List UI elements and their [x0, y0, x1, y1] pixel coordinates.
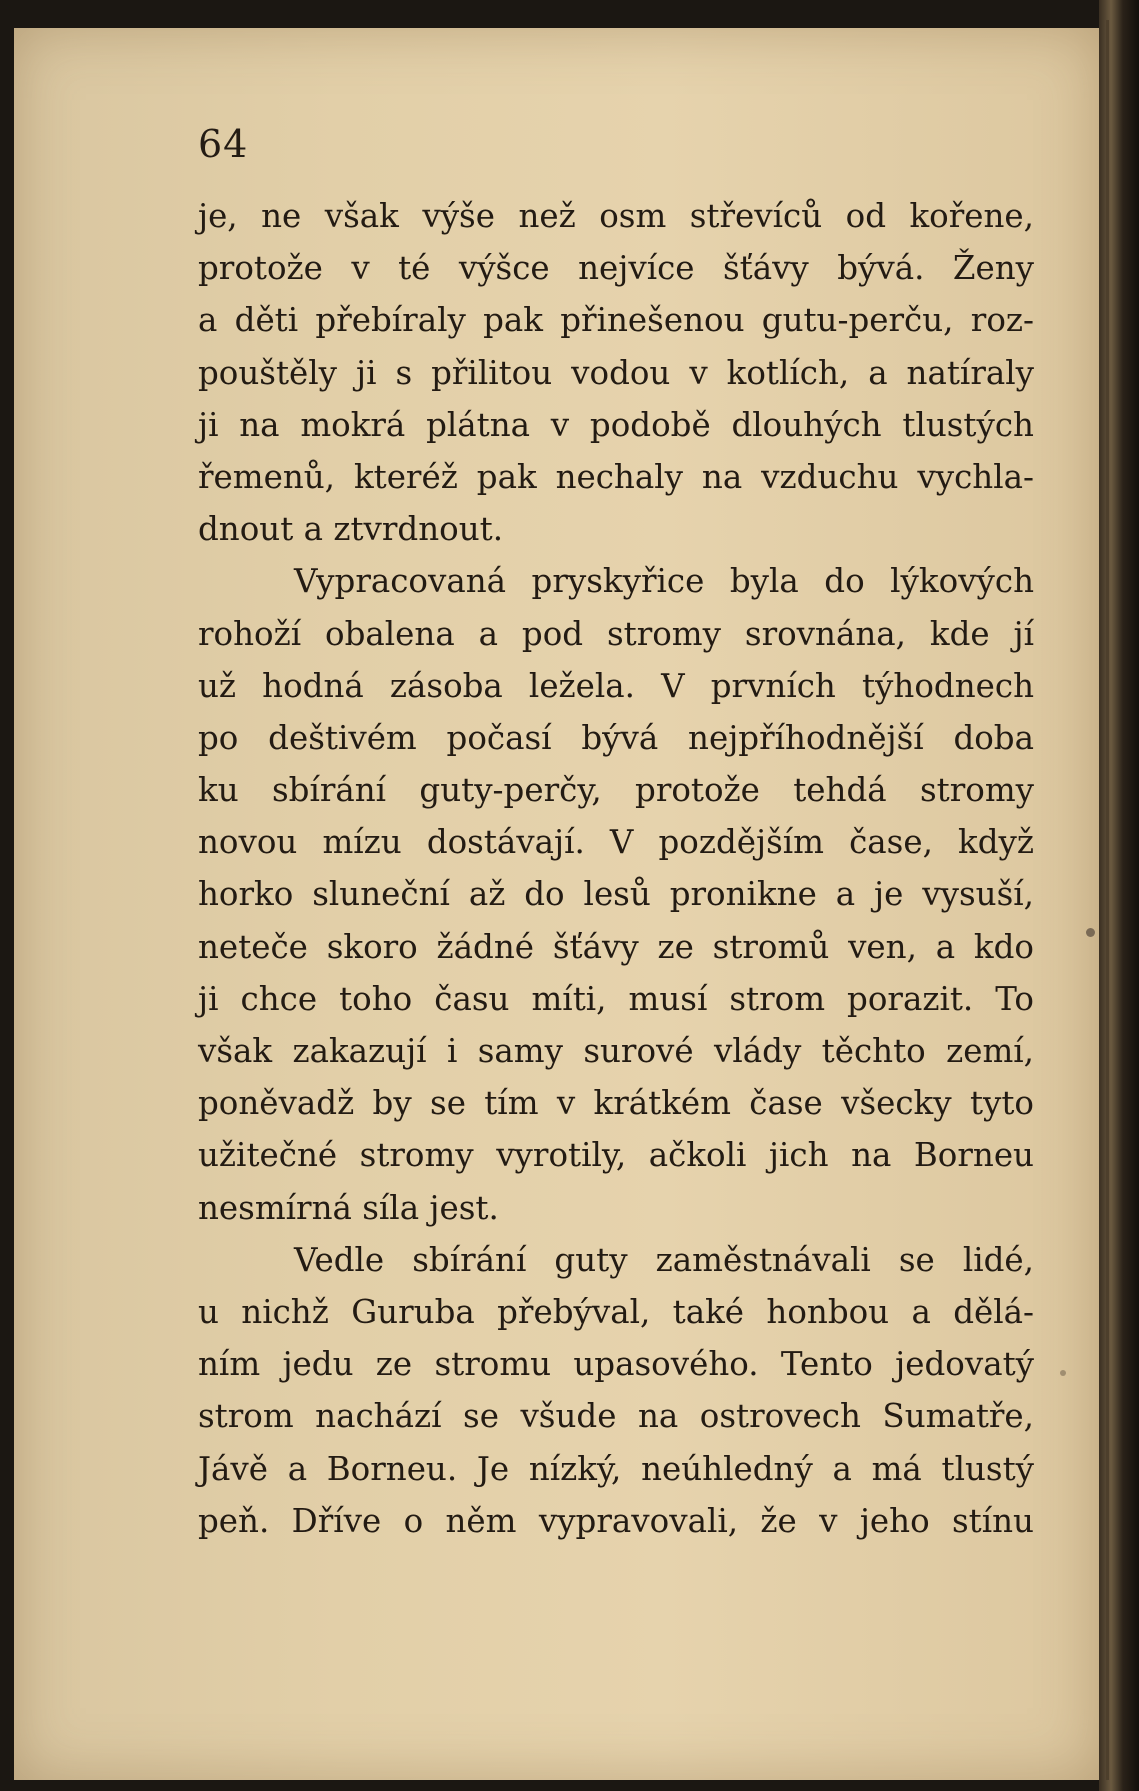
- text-line: rohoží obalena a pod stromy srovnána, kde jí: [198, 614, 1034, 653]
- text-line: ku sbírání guty-perčy, protože tehdá stromy: [198, 771, 1034, 810]
- text-line: ji chce toho času míti, musí strom porazit. To: [198, 979, 1034, 1018]
- text-line: ji na mokrá plátna v podobě dlouhých tlustých: [198, 405, 1034, 444]
- text-line: nesmírná síla jest.: [198, 1188, 499, 1227]
- speck-mark: [1060, 1370, 1066, 1376]
- text-line: novou mízu dostávají. V pozdějším čase, když: [198, 823, 1034, 862]
- text-line: řemenů, kteréž pak nechaly na vzduchu vychla-: [198, 457, 1034, 496]
- text-line: poněvadž by se tím v krátkém čase všecky tyto: [198, 1084, 1034, 1123]
- text-line: neteče skoro žádné šťávy ze stromů ven, a kdo: [198, 927, 1034, 966]
- body-text: [198, 190, 1034, 1547]
- text-line: ním jedu ze stromu upasového. Tento jedovatý: [198, 1345, 1034, 1384]
- text-line: Vypracovaná pryskyřice byla do lýkových: [294, 562, 1034, 601]
- text-line: dnout a ztvrdnout.: [198, 510, 504, 549]
- book-spine: [1099, 0, 1139, 1791]
- speck-mark: [1086, 928, 1095, 937]
- spine-edge: [1106, 20, 1109, 1780]
- text-line: pouštěly ji s přilitou vodou v kotlích, a natíraly: [198, 353, 1034, 392]
- text-line: a děti přebíraly pak přinešenou gutu-perču, roz-: [198, 301, 1034, 340]
- text-line: užitečné stromy vyrotily, ačkoli jich na Borneu: [198, 1136, 1034, 1175]
- text-line: protože v té výšce nejvíce šťávy bývá. Ženy: [198, 249, 1034, 288]
- text-line: peň. Dříve o něm vypravovali, že v jeho stínu: [198, 1501, 1034, 1540]
- text-line: strom nachází se všude na ostrovech Sumatře,: [198, 1397, 1034, 1436]
- text-line: u nichž Guruba přebýval, také honbou a dělá-: [198, 1292, 1034, 1331]
- text-line: však zakazují i samy surové vlády těchto zemí,: [198, 1032, 1034, 1070]
- text-line: po deštivém počasí bývá nejpříhodnější doba: [198, 718, 1034, 757]
- text-line: je, ne však výše než osm střevíců od kořene,: [198, 197, 1034, 235]
- text-line: už hodná zásoba ležela. V prvních týhodnech: [198, 666, 1034, 705]
- text-line: Vedle sbírání guty zaměstnávali se lidé,: [294, 1240, 1034, 1279]
- page-number: 64: [198, 122, 249, 166]
- text-line: Jávě a Borneu. Je nízký, neúhledný a má tlustý: [198, 1449, 1034, 1488]
- text-line: horko sluneční až do lesů pronikne a je vysuší,: [198, 875, 1034, 914]
